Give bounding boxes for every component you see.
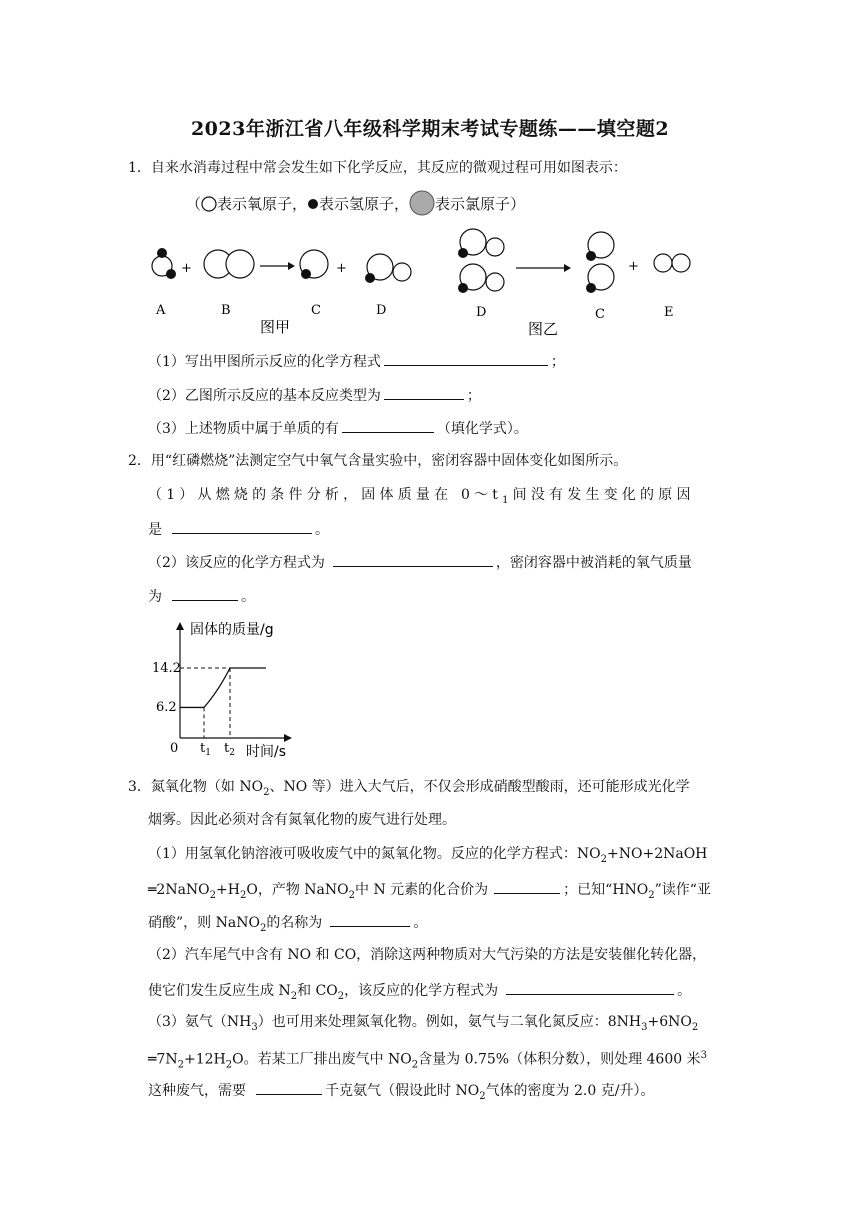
molecule-d-pair: [458, 229, 504, 293]
q3-part-3: （3）氨气$(NH_3)$也可用来处理氮氧化物。例如，氨气与二氧化氮反应：$8NH_3+6NO_2$: [148, 1014, 699, 1033]
q3-part-2-cont: 使它们发生反应生成 $N_2$和 $CO_2$，该反应的化学方程式为 。: [148, 980, 691, 1006]
svg-text:+: +: [336, 261, 347, 276]
x-tick-t1: $t_1$: [200, 741, 211, 758]
q3-part-1-cont2: 硝酸”，则 NaNO$_2$的名称为 。: [148, 912, 427, 938]
y-axis-label: 固体的质量/g: [190, 622, 274, 638]
q1-part-2: （2）乙图所示反应的基本反应类型为 ；: [148, 385, 481, 405]
question-number: 1．: [128, 160, 151, 176]
molecule-c-pair: [586, 232, 614, 293]
q2-part-1: （1）从燃烧的条件分析，固体质量在 $0\sim t_1$间没有发生变化的原因: [148, 487, 695, 506]
q2-part-1-cont: 是 。: [148, 519, 329, 539]
svg-text:A: A: [156, 303, 166, 318]
q2-part-2-cont: 为 。: [148, 586, 255, 606]
answer-blank[interactable]: [333, 552, 493, 567]
caption-jia: 图甲: [260, 318, 291, 336]
molecule-b: [204, 250, 254, 278]
question-number: 2．: [128, 453, 151, 469]
svg-text:B: B: [221, 303, 231, 318]
q3-part-1-cont: $═2NaNO_2+H_2O$，产物 NaNO$_2$中 N 元素的化合价为 ；已知“$HNO_2$”读作“亚: [148, 879, 711, 905]
mass-time-chart: [148, 616, 308, 762]
answer-blank[interactable]: [342, 418, 434, 433]
molecule-c: [300, 250, 328, 279]
molecule-a: [152, 248, 176, 279]
q2-part-2: （2）该反应的化学方程式为 ，密闭容器中被消耗的氧气质量: [148, 552, 692, 572]
svg-text:+: +: [628, 259, 639, 274]
x-tick-0: 0: [170, 741, 179, 756]
question-2-stem: 2．用“红磷燃烧”法测定空气中氧气含量实验中，密闭容器中固体变化如图所示。: [128, 453, 628, 469]
answer-blank[interactable]: [256, 1080, 322, 1095]
molecule-e: [654, 254, 690, 272]
x-axis-label: 时间/s: [246, 744, 287, 760]
q1-part-3: （3）上述物质中属于单质的有 （填化学式）。: [148, 418, 528, 438]
svg-text:C: C: [311, 303, 321, 318]
q3-part-3-cont: $═7N_2+12H_2O$。若某工厂排出废气中 $NO_2$含量为 0.75%（体积分数），则处理 4600 米$^3$: [148, 1050, 707, 1071]
answer-blank[interactable]: [506, 980, 674, 995]
question-number: 3．: [128, 779, 151, 795]
q3-part-1: （1）用氢氧化钠溶液可吸收废气中的氮氧化物。反应的化学方程式：$NO_2+NO+2NaOH$: [148, 846, 708, 865]
answer-blank[interactable]: [384, 351, 548, 366]
q3-part-3-cont2: 这种废气，需要 千克氨气（假设此时 $NO_2$气体的密度为 2.0 克/升）。: [148, 1080, 654, 1106]
q3-part-2: （2）汽车尾气中含有 NO 和 CO，消除这两种物质对大气污染的方法是安装催化转化器，: [148, 947, 707, 963]
y-tick-14-2: 14.2: [152, 661, 181, 676]
svg-text:D: D: [376, 303, 387, 318]
q1-part-1: （1）写出甲图所示反应的化学方程式 ；: [148, 351, 565, 371]
question-3-stem-cont: 烟雾。因此必须对含有氮氧化物的废气进行处理。: [148, 812, 456, 828]
molecule-d: [365, 254, 411, 283]
page-title: 2023年浙江省八年级科学期末考试专题练——填空题2: [190, 118, 670, 140]
answer-blank[interactable]: [384, 385, 464, 400]
plus-sign: +: [181, 261, 192, 276]
chlorine-atom-icon: [409, 190, 435, 216]
svg-text:D: D: [476, 305, 487, 320]
arrow-icon: [564, 264, 571, 272]
y-axis-arrow-icon: [176, 622, 184, 630]
atom-legend: （ 表示氧原子， 表示氢原子， 表示氯原子）: [186, 190, 525, 216]
x-tick-t2: $t_2$: [224, 741, 235, 758]
question-3-stem: 3．氮氧化物（如 $NO_2$、NO 等）进入大气后，不仅会形成硝酸型酸雨，还可能形成光化学: [128, 779, 690, 798]
answer-blank[interactable]: [330, 912, 410, 927]
arrow-icon: [288, 262, 295, 270]
y-tick-6-2: 6.2: [156, 700, 177, 715]
question-1-stem: 1．自来水消毒过程中常会发生如下化学反应，其反应的微观过程可用如图表示：: [128, 160, 627, 176]
svg-text:E: E: [664, 305, 674, 320]
answer-blank[interactable]: [494, 879, 560, 894]
svg-text:C: C: [595, 307, 605, 322]
answer-blank[interactable]: [172, 519, 312, 534]
mass-series-line: [180, 668, 266, 707]
answer-blank[interactable]: [172, 586, 238, 601]
hydrogen-atom-icon: [307, 198, 319, 210]
caption-yi: 图乙: [528, 320, 559, 338]
reaction-figure: [140, 222, 720, 340]
x-axis-arrow-icon: [284, 734, 292, 742]
oxygen-atom-icon: [201, 196, 217, 212]
